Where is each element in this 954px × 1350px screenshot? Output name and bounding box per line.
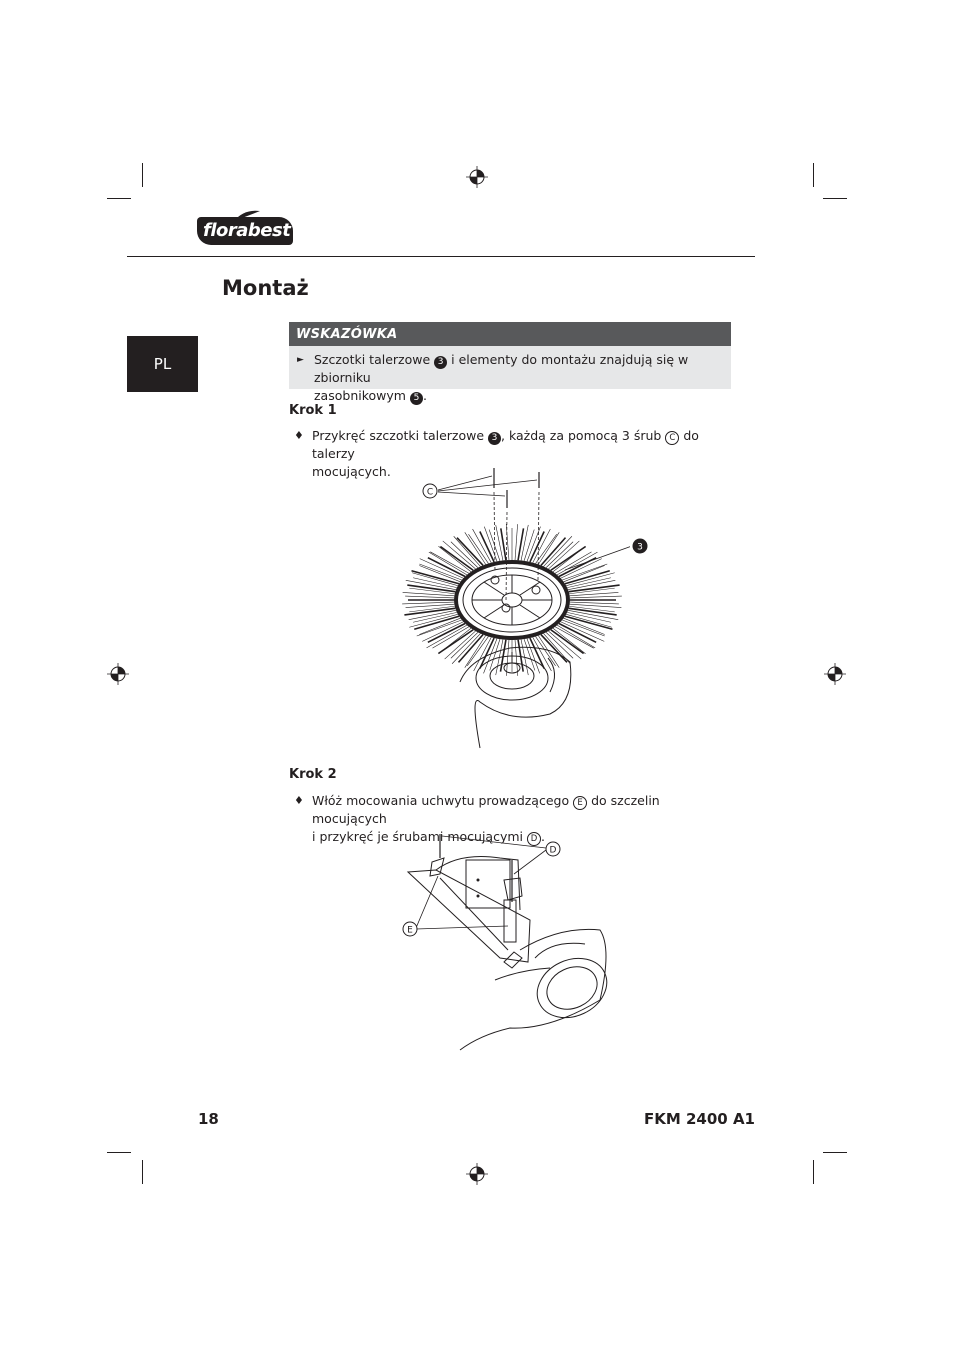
bristle-line — [506, 640, 509, 676]
step-2-title: Krok 2 — [289, 767, 337, 782]
step-text-fragment: mocujących. — [312, 464, 391, 479]
bristle-line — [501, 640, 506, 672]
note-text: i elementy do montażu znajdują się w zbiorniku — [314, 352, 689, 385]
step-text-fragment: do szczelin mocujących — [312, 793, 660, 826]
crop-mark — [107, 1152, 131, 1153]
page-number: 18 — [198, 1110, 219, 1128]
step-text-fragment: do talerzy — [312, 428, 699, 461]
brand-logo-text: florabest — [203, 220, 291, 241]
bristle-line — [518, 528, 523, 560]
bristle-line — [536, 637, 556, 666]
header-rule — [127, 256, 755, 257]
bristle-line — [468, 534, 488, 563]
crop-mark — [823, 198, 847, 199]
note-heading — [289, 322, 731, 346]
label-3: 3 — [637, 542, 643, 553]
bristle-line — [501, 528, 506, 560]
note-text: Szczotki talerzowe — [314, 352, 431, 367]
step-text-fragment: , każdą za pomocą 3 śrub — [501, 428, 662, 443]
part-badge: 5 — [410, 392, 423, 405]
crop-mark — [107, 198, 131, 199]
step-text-fragment: i przykręć je śrubami mocującymi — [312, 829, 523, 844]
bristle-line — [409, 614, 458, 627]
bristle-line — [515, 640, 518, 676]
diamond-bullet-icon: ♦ — [294, 429, 304, 442]
arrow-right-icon: ► — [297, 355, 304, 365]
page-title: Montaż — [222, 276, 309, 300]
note-body — [289, 346, 731, 403]
part-badge: 3 — [488, 432, 501, 445]
crop-mark — [823, 1152, 847, 1153]
bristle-line — [412, 571, 460, 584]
part-badge: 3 — [434, 356, 447, 369]
crop-mark — [142, 163, 143, 187]
bristle-line — [565, 616, 613, 629]
step-1-title: Krok 1 — [289, 403, 337, 418]
language-tab-label: PL — [153, 355, 172, 373]
registration-mark-icon — [824, 663, 846, 685]
disc-brush-figure — [400, 462, 630, 752]
label-d: D — [549, 845, 557, 856]
bristle-line — [570, 596, 622, 598]
part-badge-outline: E — [573, 796, 587, 810]
leaf-icon — [232, 209, 262, 223]
label-3-badge — [632, 538, 648, 554]
bristle-line — [405, 596, 454, 598]
crop-mark — [142, 1160, 143, 1184]
note-text: . — [422, 388, 427, 403]
model-number: FKM 2400 A1 — [643, 1110, 755, 1128]
bristle-line — [518, 640, 523, 672]
diamond-bullet-icon: ♦ — [294, 794, 304, 807]
part-badge-outline: C — [665, 431, 679, 445]
registration-mark-icon — [466, 166, 488, 188]
crop-mark — [813, 1160, 814, 1184]
bristle-line — [521, 525, 528, 561]
bristle-line — [515, 524, 518, 560]
registration-mark-icon — [107, 663, 129, 685]
bristle-line — [402, 602, 454, 604]
note-heading-text: WSKAZÓWKA — [296, 326, 398, 342]
language-tab — [127, 336, 198, 392]
handle-mount-figure — [400, 830, 630, 1055]
label-c: C — [426, 487, 434, 498]
bristle-line — [570, 602, 619, 604]
note-text: zasobnikowym — [314, 388, 406, 403]
label-e: E — [407, 925, 413, 936]
step-text-fragment: Włóż mocowania uchwytu prowadzącego — [312, 793, 570, 808]
step-text-fragment: . — [540, 829, 545, 844]
registration-mark-icon — [466, 1163, 488, 1185]
bristle-line — [566, 573, 615, 586]
part-badge-outline: D — [527, 832, 541, 846]
step-text-fragment: Przykręć szczotki talerzowe — [312, 428, 485, 443]
crop-mark — [813, 163, 814, 187]
